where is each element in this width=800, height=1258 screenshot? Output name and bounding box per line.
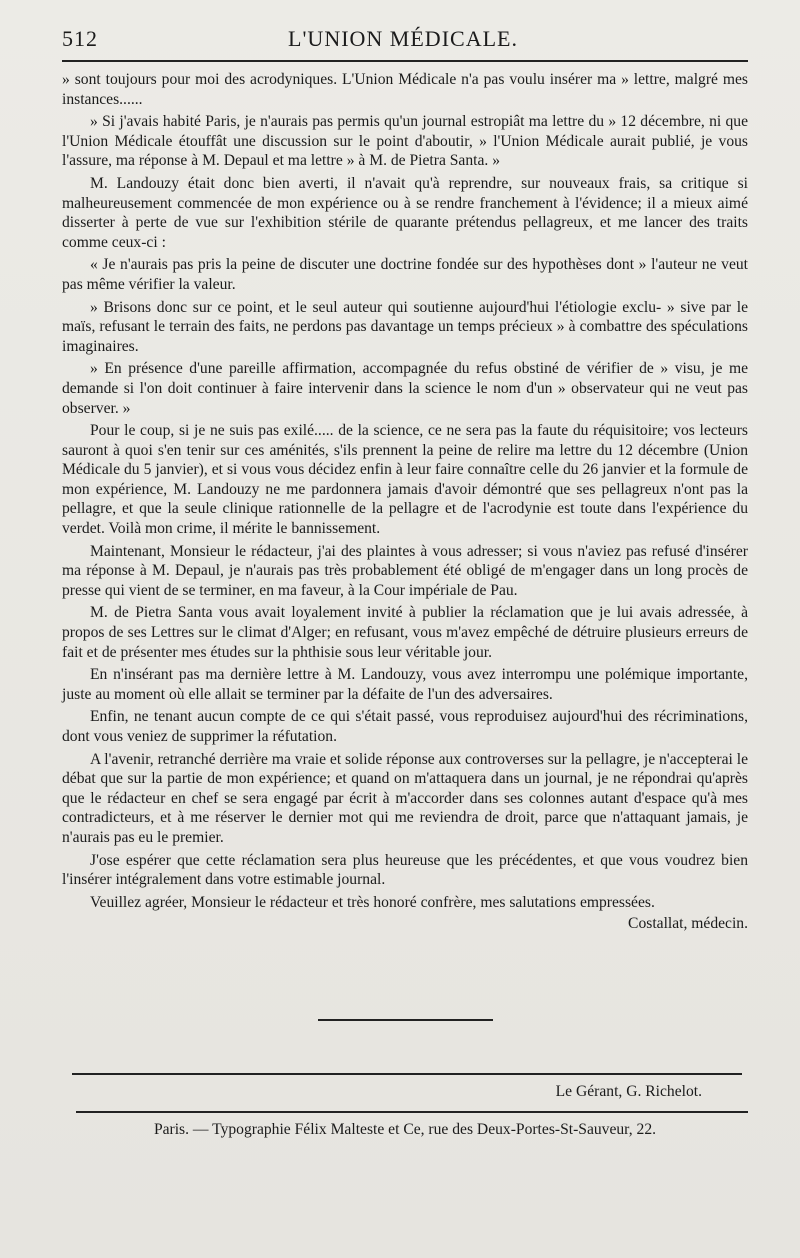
paragraph: M. de Pietra Santa vous avait loyalement invité à publier la réclamation que je lui avais adressée, à propos de ses Lettres sur le climat d'Alger; en refusant, vous m'avez empêché de détruire plusieurs erreurs de fait et de présenter mes études sur la phthisie sous leur véritable jour. — [62, 604, 748, 661]
paragraph: « Je n'aurais pas pris la peine de discuter une doctrine fondée sur des hypothèses dont » l'auteur ne veut pas même vérifier la valeur. — [62, 256, 748, 293]
paragraph: J'ose espérer que cette réclamation sera plus heureuse que les précédentes, et que vous voudrez bien l'insérer intégralement dans votre estimable journal. — [62, 851, 748, 889]
printer-imprint: Paris. — Typographie Félix Malteste et Ce, rue des Deux-Portes-St-Sauveur, 22. — [153, 1121, 657, 1139]
body-text — [62, 70, 748, 912]
paragraph: En n'insérant pas ma dernière lettre à M. Landouzy, vous avez interrompu une polémique importante, juste au moment où elle allait se terminer par la défaite de l'un des adversaires. — [62, 666, 748, 703]
paragraph: » Brisons donc sur ce point, et le seul auteur qui soutienne aujourd'hui l'étiologie exclu- » sive par le maïs, refusant le terrain des faits, ne perdons pas davantage un temps précieux » à combattre des spéculations imaginaires. — [62, 298, 748, 355]
paragraph: » sont toujours pour moi des acrodyniques. L'Union Médicale n'a pas voulu insérer ma » lettre, malgré mes instances...... — [62, 71, 748, 108]
paragraph: M. Landouzy était donc bien averti, il n'avait qu'à reprendre, sur nouveaux frais, sa critique si malheureusement commencée de mon expérience ou à se rendre franchement à l'évidence; il a mieux aimé disserter à perte de vue sur l'exhibition stérile de quarante prétendus pellagreux, et me lancer des traits comme ceux-ci : — [62, 174, 748, 251]
paragraph: Pour le coup, si je ne suis pas exilé..... de la science, ce ne sera pas la faute du réquisitoire; vos lecteurs sauront à quoi s'en tenir sur ces aménités, s'ils prennent la peine de relire ma lettre du 12 décembre (Union Médicale du 5 janvier), et si vous vous décidez enfin à leur faire connaître celle du 26 janvier et la formule de mon expérience, M. Landouzy ne me pardonnera jamais d'avoir démontré que ses pellagreux n'ont pas la pellagre, et que la seule clinique rationnelle de la pellagre et de l'acrodynie est toute dans l'expérience du verdet. Voilà mon crime, il mérite le bannissement. — [62, 422, 748, 538]
signature: Costallat, médecin. — [628, 915, 748, 933]
section-divider — [318, 1019, 493, 1021]
paragraph: » Si j'avais habité Paris, je n'aurais pas permis qu'un journal estropiât ma lettre du » 12 décembre, ni que l'Union Médicale étouffât une discussion sur le point d'aboutir, » l'Union Médicale aurait publié, je vous l'assure, ma réponse à M. Depaul et ma lettre » à M. de Pietra Santa. » — [62, 113, 748, 170]
page-number: 512 — [62, 26, 98, 51]
footer-divider — [72, 1073, 742, 1075]
gerant-line: Le Gérant, G. Richelot. — [555, 1083, 702, 1101]
journal-title: L'UNION MÉDICALE. — [288, 26, 518, 51]
paragraph: Enfin, ne tenant aucun compte de ce qui s'était passé, vous reproduisez aujourd'hui des récriminations, dont vous veniez de supprimer la réfutation. — [62, 708, 748, 745]
paragraph: Maintenant, Monsieur le rédacteur, j'ai des plaintes à vous adresser; si vous n'aviez pas refusé d'insérer ma réponse à M. Depaul, je n'aurais pas très probablement été obligé de m'engager dans un long procès de presse qui vient de se terminer, en ma faveur, à la Cour impériale de Pau. — [62, 542, 748, 599]
paragraph: » En présence d'une pareille affirmation, accompagnée du refus obstiné de vérifier de » visu, je me demande si l'on doit continuer à faire intervenir dans la science le nom d'un » observateur qui ne veut pas observer. » — [62, 360, 748, 417]
imprint-divider — [76, 1111, 748, 1113]
page-header — [62, 26, 748, 62]
paragraph: Veuillez agréer, Monsieur le rédacteur et très honoré confrère, mes salutations empressées. — [90, 893, 655, 911]
paragraph: A l'avenir, retranché derrière ma vraie et solide réponse aux controverses sur la pellagre, je n'accepterai le débat que sur la partie de mon expérience; et quand on m'attaquera dans un journal, je ne répondrai qu'après que le rédacteur en chef se sera engagé par écrit à m'accorder dans ses colonnes autant d'espace qu'à mes contradicteurs, et à me réserver le dernier mot qui me reviendra de droit, parce que n'attaquant jamais, je n'aurais pas eu le premier. — [62, 750, 748, 846]
